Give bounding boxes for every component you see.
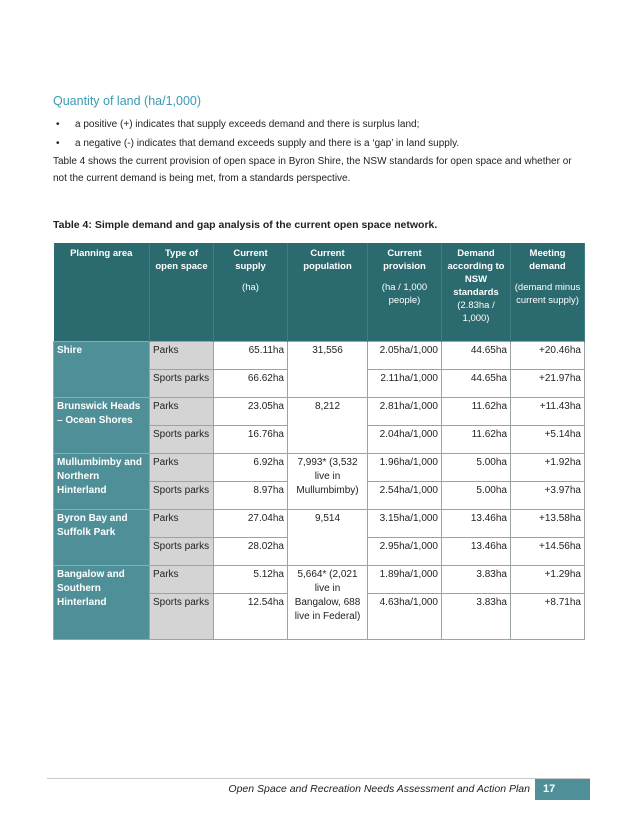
population-cell: 7,993* (3,532 live in Mullumbimby) <box>288 454 368 510</box>
planning-area-cell: Mullumbimby and Northern Hinterland <box>54 454 150 510</box>
supply-cell: 28.02ha <box>214 538 288 566</box>
header-sub: (2.83ha / 1,000) <box>457 300 495 324</box>
type-cell: Parks <box>150 342 214 370</box>
header-provision <box>368 243 442 342</box>
header-label: Current supply <box>233 248 268 272</box>
meeting-cell: +14.56ha <box>511 538 585 566</box>
meeting-cell: +1.29ha <box>511 566 585 594</box>
type-cell: Sports parks <box>150 370 214 398</box>
footer-divider <box>47 778 590 779</box>
header-sub: (demand minus current supply) <box>514 282 581 306</box>
supply-cell: 16.76ha <box>214 426 288 454</box>
supply-cell: 8.97ha <box>214 482 288 510</box>
table-row <box>54 454 585 482</box>
type-cell: Sports parks <box>150 482 214 510</box>
meeting-cell: +1.92ha <box>511 454 585 482</box>
provision-cell: 1.89ha/1,000 <box>368 566 442 594</box>
type-cell: Parks <box>150 454 214 482</box>
provision-cell: 2.05ha/1,000 <box>368 342 442 370</box>
demand-cell: 11.62ha <box>442 426 511 454</box>
header-demand <box>442 243 511 342</box>
demand-cell: 5.00ha <box>442 482 511 510</box>
provision-cell: 2.04ha/1,000 <box>368 426 442 454</box>
population-cell: 5,664* (2,021 live in Bangalow, 688 live in Federal) <box>288 566 368 640</box>
demand-gap-table <box>53 243 585 640</box>
demand-cell: 11.62ha <box>442 398 511 426</box>
demand-cell: 44.65ha <box>442 370 511 398</box>
header-label: Demand according to NSW standards <box>447 248 505 298</box>
type-cell: Parks <box>150 398 214 426</box>
provision-cell: 4.63ha/1,000 <box>368 594 442 640</box>
demand-cell: 13.46ha <box>442 510 511 538</box>
meeting-cell: +3.97ha <box>511 482 585 510</box>
population-cell: 31,556 <box>288 342 368 398</box>
planning-area-cell: Brunswick Heads – Ocean Shores <box>54 398 150 454</box>
bullet-list <box>53 115 459 153</box>
section-heading: Quantity of land (ha/1,000) <box>53 94 202 108</box>
table-row <box>54 510 585 538</box>
body-paragraph: Table 4 shows the current provision of open space in Byron Shire, the NSW standards for open space and whether or not the current demand is being met, from a standards perspective. <box>53 156 572 184</box>
header-label: Current population <box>303 248 352 272</box>
supply-cell: 66.62ha <box>214 370 288 398</box>
header-label: Planning area <box>70 248 133 259</box>
demand-cell: 44.65ha <box>442 342 511 370</box>
page-number: 17 <box>535 779 590 800</box>
table-row <box>54 566 585 594</box>
type-cell: Parks <box>150 510 214 538</box>
provision-cell: 2.81ha/1,000 <box>368 398 442 426</box>
meeting-cell: +8.71ha <box>511 594 585 640</box>
supply-cell: 27.04ha <box>214 510 288 538</box>
table-row <box>54 398 585 426</box>
meeting-cell: +11.43ha <box>511 398 585 426</box>
header-label: Current provision <box>383 248 426 272</box>
type-cell: Parks <box>150 566 214 594</box>
demand-cell: 13.46ha <box>442 538 511 566</box>
header-label: Type of open space <box>155 248 208 272</box>
meeting-cell: +21.97ha <box>511 370 585 398</box>
demand-cell: 3.83ha <box>442 566 511 594</box>
supply-cell: 6.92ha <box>214 454 288 482</box>
header-planning-area <box>54 243 150 342</box>
header-type <box>150 243 214 342</box>
demand-cell: 3.83ha <box>442 594 511 640</box>
supply-cell: 65.11ha <box>214 342 288 370</box>
provision-cell: 2.11ha/1,000 <box>368 370 442 398</box>
table-row <box>54 342 585 370</box>
header-population <box>288 243 368 342</box>
header-sub: (ha) <box>242 282 259 293</box>
header-sub: (ha / 1,000 people) <box>381 282 428 306</box>
provision-cell: 2.54ha/1,000 <box>368 482 442 510</box>
supply-cell: 5.12ha <box>214 566 288 594</box>
planning-area-cell: Shire <box>54 342 150 398</box>
meeting-cell: +5.14ha <box>511 426 585 454</box>
type-cell: Sports parks <box>150 538 214 566</box>
planning-area-cell: Byron Bay and Suffolk Park <box>54 510 150 566</box>
type-cell: Sports parks <box>150 594 214 640</box>
demand-cell: 5.00ha <box>442 454 511 482</box>
meeting-cell: +20.46ha <box>511 342 585 370</box>
header-label: Meeting demand <box>529 248 566 272</box>
provision-cell: 1.96ha/1,000 <box>368 454 442 482</box>
table-caption: Table 4: Simple demand and gap analysis of the current open space network. <box>53 219 438 231</box>
supply-cell: 12.54ha <box>214 594 288 640</box>
table-header-row <box>54 243 585 342</box>
population-cell: 9,514 <box>288 510 368 566</box>
bullet-item: • a negative (-) indicates that demand exceeds supply and there is a ‘gap’ in land supply. <box>53 134 459 153</box>
provision-cell: 2.95ha/1,000 <box>368 538 442 566</box>
bullet-item: • a positive (+) indicates that supply exceeds demand and there is surplus land; <box>53 115 459 134</box>
population-cell: 8,212 <box>288 398 368 454</box>
footer-title: Open Space and Recreation Needs Assessment and Action Plan <box>228 783 530 795</box>
planning-area-cell: Bangalow and Southern Hinterland <box>54 566 150 640</box>
type-cell: Sports parks <box>150 426 214 454</box>
supply-cell: 23.05ha <box>214 398 288 426</box>
provision-cell: 3.15ha/1,000 <box>368 510 442 538</box>
header-supply <box>214 243 288 342</box>
header-meeting <box>511 243 585 342</box>
meeting-cell: +13.58ha <box>511 510 585 538</box>
